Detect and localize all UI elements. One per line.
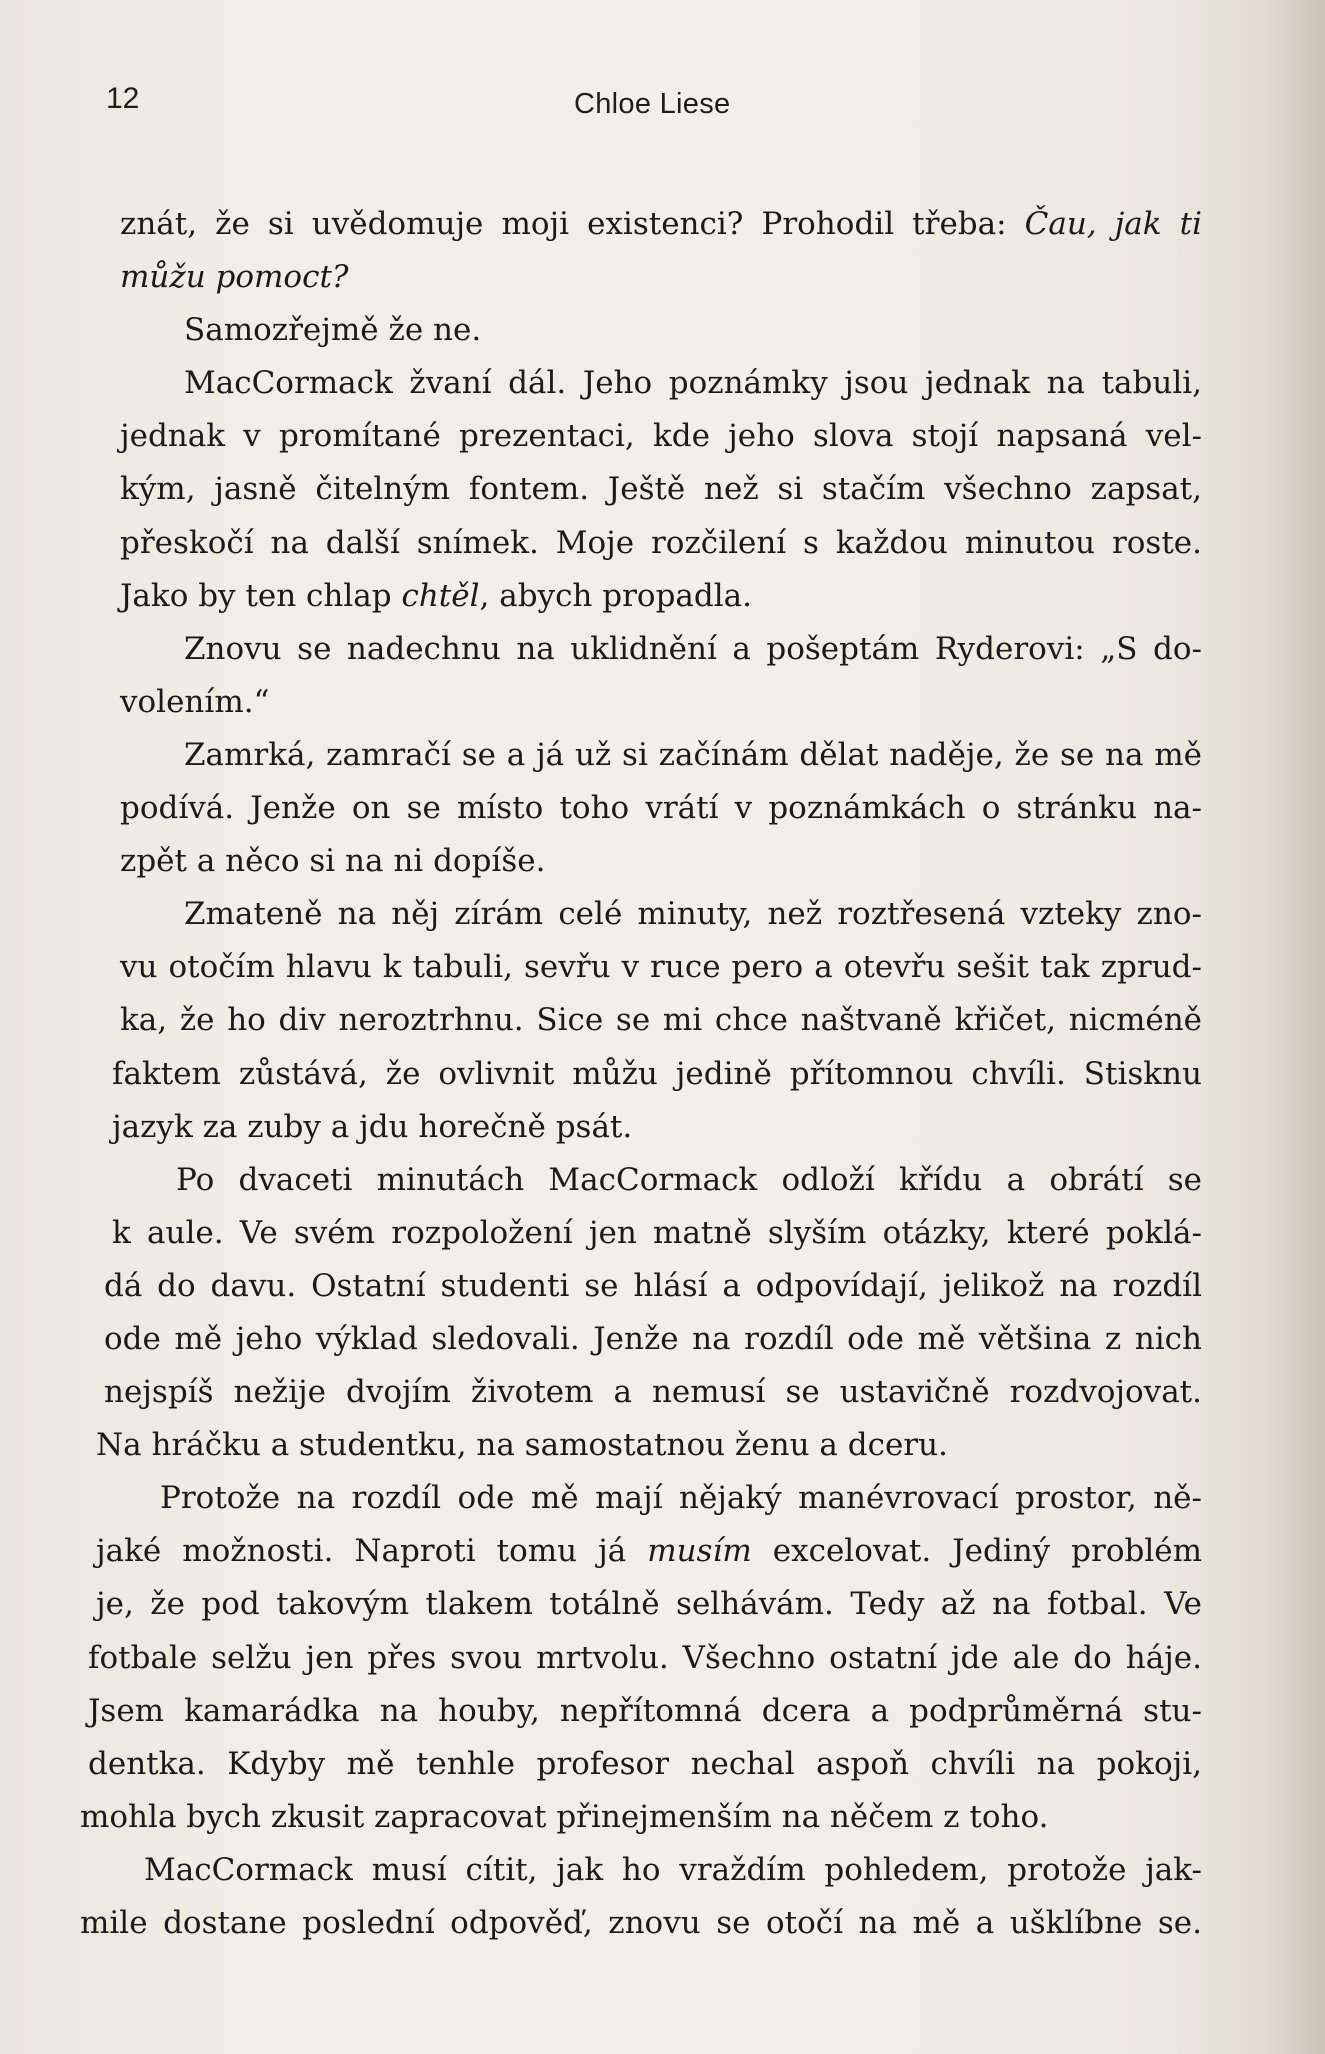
text-line: Jsem kamarádka na houby, nepřítomná dcera a podprůměrná stu- [88, 1692, 1202, 1729]
page-header [0, 82, 1325, 122]
text-line: Jako by ten chlap chtěl, abych propadla. [120, 577, 752, 614]
text-line: dentka. Kdyby mě tenhle profesor nechal aspoň chvíli na pokoji, [88, 1745, 1202, 1782]
text-line: Protože na rozdíl ode mě mají nějaký manévrovací prostor, ně- [160, 1480, 1202, 1517]
text-line: ka, že ho div neroztrhnu. Sice se mi chce naštvaně křičet, nicméně [120, 1002, 1202, 1039]
page-edge-shadow [1265, 0, 1325, 2054]
text-line: kým, jasně čitelným fontem. Ještě než si stačím všechno zapsat, [120, 471, 1202, 508]
text-line: Zamrká, zamračí se a já už si začínám dělat naděje, že se na mě [184, 736, 1202, 773]
text-line: volením.“ [120, 683, 270, 720]
text-line: jaké možnosti. Naproti tomu já musím excelovat. Jediný problém [96, 1533, 1202, 1570]
text-line: je, že pod takovým tlakem totálně selhávám. Tedy až na fotbal. Ve [96, 1586, 1202, 1623]
text-line: mohla bych zkusit zapracovat přinejmenším na něčem z toho. [80, 1798, 1049, 1835]
text-line: ode mě jeho výklad sledovali. Jenže na rozdíl ode mě většina z nich [104, 1320, 1202, 1357]
running-head: Chloe Liese [574, 88, 731, 120]
text-line: MacCormack žvaní dál. Jeho poznámky jsou jednak na tabuli, [184, 365, 1202, 402]
text-line: dá do davu. Ostatní studenti se hlásí a odpovídají, jelikož na rozdíl [104, 1267, 1202, 1304]
text-line: podívá. Jenže on se místo toho vrátí v poznámkách o stránku na- [120, 790, 1202, 827]
text-line: mile dostane poslední odpověď, znovu se otočí na mě a ušklíbne se. [80, 1905, 1202, 1941]
text-line: znát, že si uvědomuje moji existenci? Prohodil třeba: Čau, jak ti [120, 206, 1203, 242]
text-line: jazyk za zuby a jdu horečně psát. [112, 1108, 633, 1145]
text-line: zpět a něco si na ni dopíše. [120, 843, 546, 880]
text-line: Po dvaceti minutách MacCormack odloží křídu a obrátí se [176, 1161, 1202, 1198]
text-line: nejspíš nežije dvojím životem a nemusí se ustavičně rozdvojovat. [104, 1374, 1202, 1411]
text-line: jednak v promítané prezentaci, kde jeho slova stojí napsaná vel- [120, 418, 1202, 455]
text-line: můžu pomoct? [120, 259, 349, 296]
text-line: Samozřejmě že ne. [184, 312, 482, 349]
text-line: Zmateně na něj zírám celé minuty, než roztřesená vzteky zno- [184, 896, 1202, 933]
page-number: 12 [106, 82, 140, 115]
text-line: Na hráčku a studentku, na samostatnou ženu a dceru. [96, 1427, 948, 1464]
body-text [80, 198, 1203, 1950]
text-line: přeskočí na další snímek. Moje rozčilení s každou minutou roste. [120, 524, 1202, 561]
text-line: vu otočím hlavu k tabuli, sevřu v ruce pero a otevřu sešit tak zprud- [120, 949, 1202, 986]
text-line: MacCormack musí cítit, jak ho vraždím pohledem, protože jak- [144, 1851, 1202, 1888]
text-line: fotbale selžu jen přes svou mrtvolu. Všechno ostatní jde ale do háje. [88, 1639, 1202, 1676]
text-line: Znovu se nadechnu na uklidnění a pošeptám Ryderovi: „S do- [184, 630, 1202, 667]
text-line: faktem zůstává, že ovlivnit můžu jedině přítomnou chvíli. Stisknu [112, 1055, 1202, 1092]
text-line: k aule. Ve svém rozpoložení jen matně slyším otázky, které poklá- [112, 1214, 1202, 1251]
